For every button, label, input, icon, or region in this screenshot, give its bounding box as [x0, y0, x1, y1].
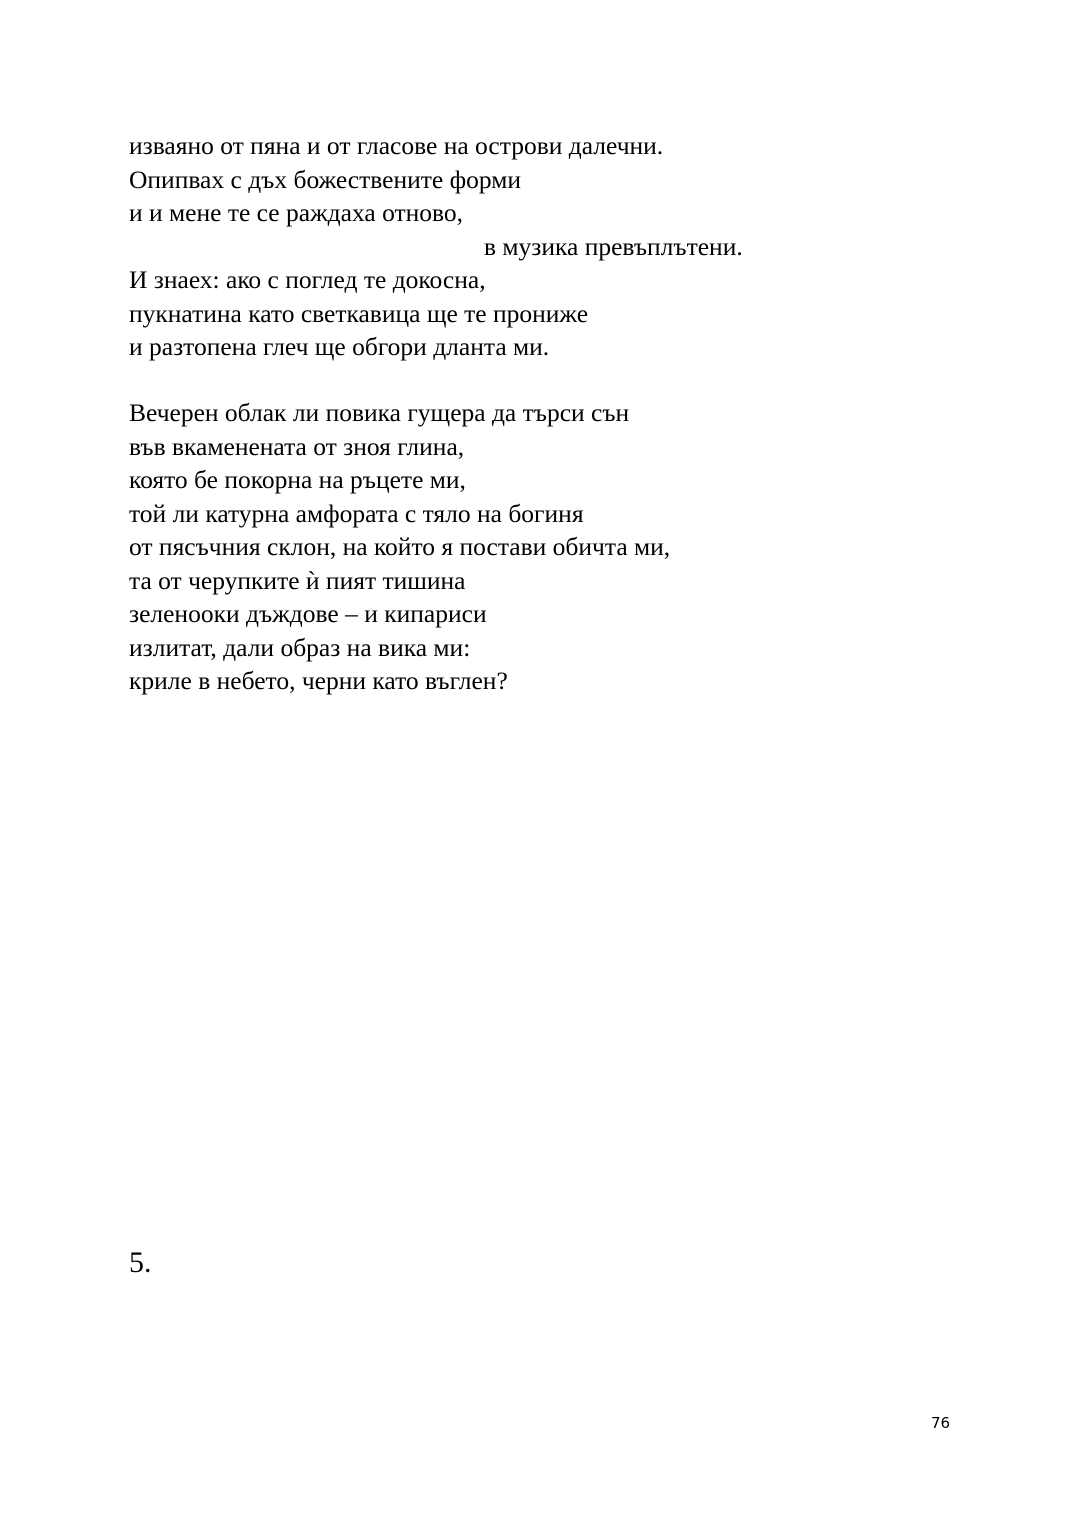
poem-line: та от черупките ѝ пият тишина [129, 565, 466, 595]
poem-line: изваяно от пяна и от гласове на острови далечни. [129, 131, 664, 160]
poem-line: която бе покорна на ръцете ми, [129, 465, 466, 494]
poem-line: Опипвах с дъх божествените форми [129, 164, 522, 194]
page-number: 76 [931, 1414, 951, 1432]
poem-line: И знаех: ако с поглед те докосна, [129, 265, 486, 294]
poem-line: пукнатина като светкавица ще те прониже [129, 298, 589, 328]
poem-line: зеленооки дъждове – и кипариси [129, 599, 487, 628]
poem-stanza-1 [129, 129, 743, 364]
poem-line-indented: в музика превъплътени. [484, 231, 743, 261]
poem-line: във вкаменената от зноя глина, [129, 431, 465, 461]
poem-line: Вечерен облак ли повика гущера да търси сън [129, 398, 630, 427]
poem-line: той ли катурна амфората с тяло на богиня [129, 498, 584, 528]
poem-stanza-2 [129, 396, 670, 698]
poem-line: криле в небето, черни като въглен? [129, 666, 508, 695]
poem-line: и и мене те се раждаха отново, [129, 198, 464, 227]
poem-line: излитат, дали образ на вика ми: [129, 632, 471, 662]
section-number: 5. [129, 1246, 152, 1279]
poem-line: и разтопена глеч ще обгори дланта ми. [129, 332, 550, 361]
poem-line: от пясъчния склон, на който я постави обичта ми, [129, 532, 671, 561]
